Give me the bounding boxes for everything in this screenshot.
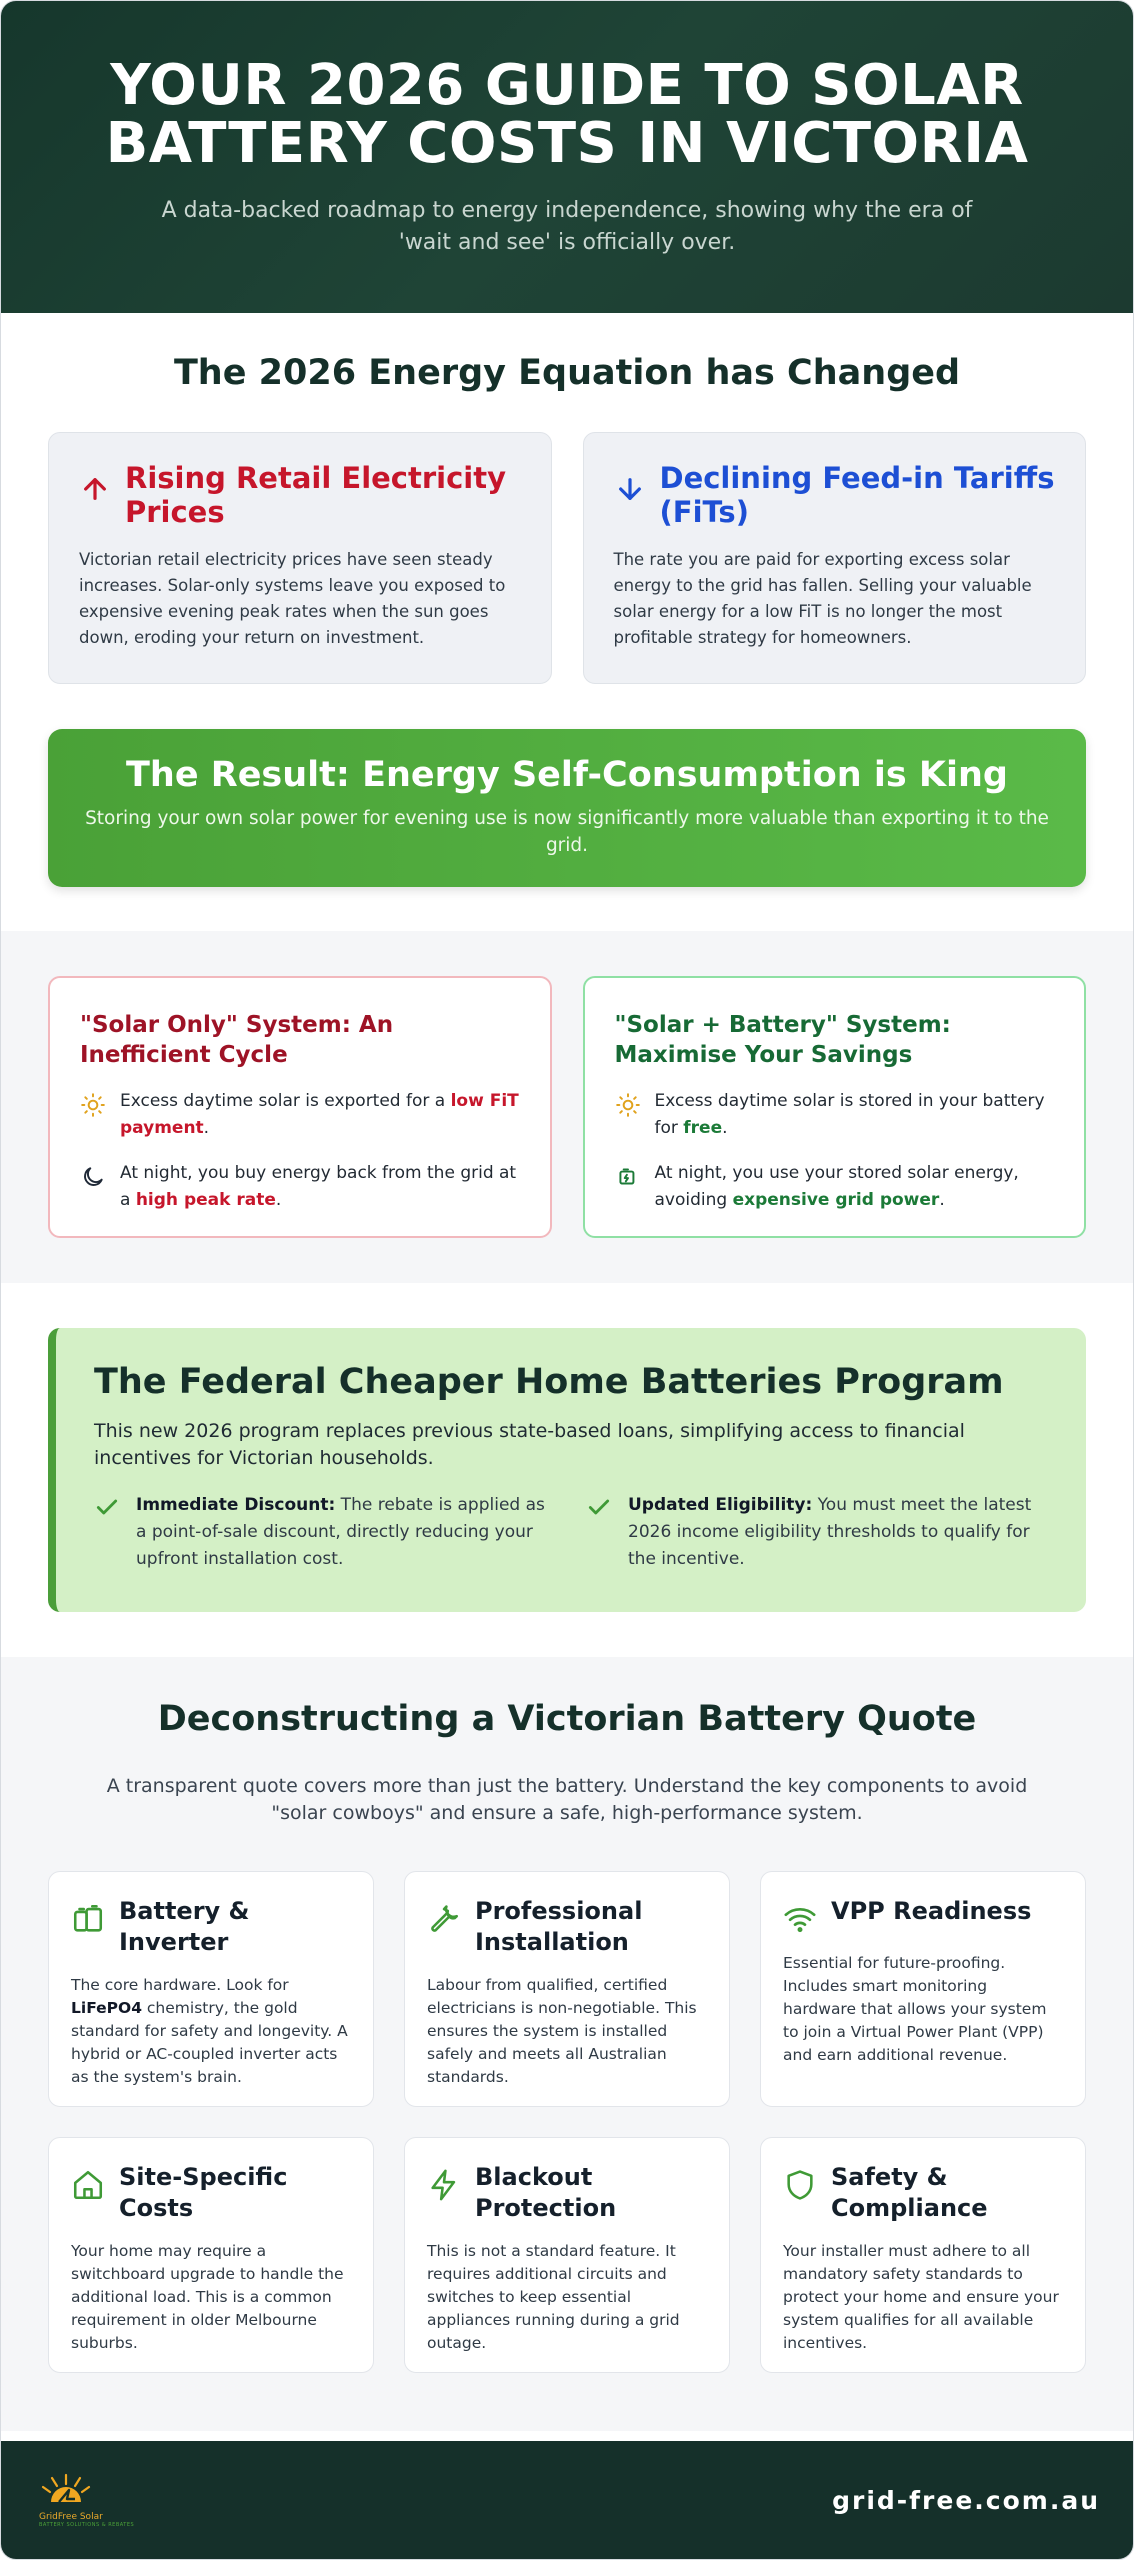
row-highlight: expensive grid power <box>732 1190 940 1210</box>
quote-card-vpp <box>760 1871 1086 2107</box>
row-suffix: . <box>722 1118 728 1138</box>
check-icon <box>586 1494 612 1520</box>
quote-card-title: Blackout Protection <box>475 2163 617 2222</box>
quote-card-title: Safety & Compliance <box>831 2163 988 2222</box>
solar-only-title: "Solar Only" System: An Inefficient Cycle <box>80 1012 394 1068</box>
check-icon <box>94 1494 120 1520</box>
federal-program-card <box>48 1328 1086 1612</box>
lightning-icon <box>427 2168 461 2202</box>
quote-card-bold: LiFePO4 <box>71 1999 142 2017</box>
row-suffix: . <box>275 1190 282 1210</box>
solar-battery-row <box>615 1088 1055 1142</box>
program-item-text: You must meet the latest 2026 income eligibility thresholds to qualify for the incentive. <box>628 1495 1032 1569</box>
page-subtitle: A data-backed roadmap to energy independence, showing why the era of 'wait and see' is officially over. <box>161 198 973 255</box>
row-text: At night, you buy energy back from the grid at a <box>120 1163 517 1210</box>
page-title: YOUR 2026 GUIDE TO SOLAR BATTERY COSTS IN VICTORIA <box>105 53 1029 176</box>
row-highlight: low FiT payment <box>120 1091 519 1138</box>
rising-prices-title: Rising Retail Electricity Prices <box>125 461 506 529</box>
declining-fits-title: Declining Feed-in Tariffs (FiTs) <box>659 461 1055 529</box>
sun-icon <box>615 1092 641 1118</box>
quote-card-blackout <box>404 2137 730 2373</box>
declining-fits-body: The rate you are paid for exporting excess solar energy to the grid has fallen. Selling your valuable solar energy for a low FiT is no longer the most profitable strategy for homeowners. <box>613 550 1032 647</box>
quote-card-site-costs <box>48 2137 374 2373</box>
quote-lead: A transparent quote covers more than just the battery. Understand the key components to avoid "solar cowboys" and ensure a safe, high-performance system. <box>106 1775 1028 1824</box>
quote-card-title: Professional Installation <box>475 1897 643 1956</box>
federal-program-section <box>1 1283 1133 1657</box>
quote-card-body: This is not a standard feature. It requires additional circuits and switches to keep essential appliances running during a grid outage. <box>427 2242 680 2352</box>
arrow-down-icon <box>614 473 646 505</box>
program-item-discount <box>94 1492 556 1573</box>
energy-equation-section <box>1 313 1133 931</box>
declining-fits-card <box>583 432 1087 684</box>
website-link[interactable]: grid-free.com.au <box>832 2485 1100 2515</box>
solar-only-row <box>80 1088 520 1142</box>
result-title: The Result: Energy Self-Consumption is King <box>126 755 1008 795</box>
program-item-label: Immediate Discount: <box>136 1495 336 1515</box>
program-item-label: Updated Eligibility: <box>628 1495 813 1515</box>
home-icon <box>71 2168 105 2202</box>
solar-only-card <box>48 976 552 1238</box>
energy-equation-title: The 2026 Energy Equation has Changed <box>173 353 961 393</box>
hero-banner <box>1 1 1133 313</box>
quote-card-battery-inverter <box>48 1871 374 2107</box>
quote-card-body: Your home may require a switchboard upgrade to handle the additional load. This is a common requirement in older Melbourne suburbs. <box>71 2242 344 2352</box>
row-text: At night, you use your stored solar energy, avoiding <box>654 1163 1019 1210</box>
quote-card-text: chemistry, the gold standard for safety and longevity. A hybrid or AC-coupled inverter acts as the system's brain. <box>71 1999 348 2086</box>
solar-battery-title: "Solar + Battery" System: Maximise Your Savings <box>614 1012 951 1068</box>
program-item-text: The rebate is applied as a point-of-sale discount, directly reducing your upfront installation cost. <box>136 1495 545 1569</box>
program-item-eligibility <box>586 1492 1048 1573</box>
program-title: The Federal Cheaper Home Batteries Program <box>94 1362 1004 1402</box>
result-banner <box>48 729 1086 887</box>
quote-card-body <box>71 1974 351 2089</box>
row-suffix: . <box>939 1190 945 1210</box>
row-text: Excess daytime solar is exported for a <box>120 1091 451 1111</box>
sun-logo-icon <box>39 2472 93 2510</box>
row-highlight: free <box>683 1118 723 1138</box>
shield-icon <box>783 2168 817 2202</box>
row-suffix: . <box>203 1118 210 1138</box>
logo-name: GridFree Solar <box>39 2512 103 2522</box>
quote-card-body: Essential for future-proofing. Includes smart monitoring hardware that allows your system to join a Virtual Power Plant (VPP) and earn additional revenue. <box>783 1954 1047 2064</box>
quote-card-body: Labour from qualified, certified electricians is non-negotiable. This ensures the system is installed safely and meets all Australian standards. <box>427 1976 697 2086</box>
solar-battery-row <box>615 1160 1055 1214</box>
battery-icon <box>615 1164 641 1190</box>
program-body: This new 2026 program replaces previous state-based loans, simplifying access to financial incentives for Victorian households. <box>94 1420 965 1469</box>
rising-prices-body: Victorian retail electricity prices have seen steady increases. Solar-only systems leave you exposed to expensive evening peak rates when the sun goes down, eroding your return on investment. <box>79 550 506 647</box>
arrow-up-icon <box>79 473 111 505</box>
wifi-icon <box>783 1902 817 1936</box>
quote-card-text: The core hardware. Look for <box>71 1976 289 1994</box>
logo-tagline: BATTERY SOLUTIONS & REBATES <box>39 2522 135 2528</box>
rising-prices-card <box>48 432 552 684</box>
result-body: Storing your own solar power for evening use is now significantly more valuable than exporting it to the grid. <box>85 808 1049 856</box>
row-highlight: high peak rate <box>135 1190 276 1210</box>
sun-icon <box>80 1092 106 1118</box>
quote-card-title: Battery & Inverter <box>119 1897 250 1956</box>
quote-card-body: Your installer must adhere to all mandatory safety standards to protect your home and ensure your system qualifies for all available incentives. <box>783 2242 1059 2352</box>
moon-icon <box>80 1164 106 1190</box>
quote-card-title: VPP Readiness <box>831 1897 1032 1925</box>
quote-title: Deconstructing a Victorian Battery Quote <box>157 1699 977 1739</box>
quote-card-title: Site-Specific Costs <box>119 2163 288 2222</box>
system-comparison-section <box>1 931 1133 1283</box>
solar-only-row <box>80 1160 520 1214</box>
quote-section <box>1 1657 1133 2431</box>
wrench-icon <box>427 1902 461 1936</box>
solar-battery-card <box>583 976 1087 1238</box>
footer <box>1 2441 1133 2559</box>
row-text: Excess daytime solar is stored in your battery for <box>654 1091 1045 1138</box>
quote-card-safety <box>760 2137 1086 2373</box>
gridfree-logo[interactable] <box>39 2472 134 2528</box>
quote-card-installation <box>404 1871 730 2107</box>
battery-inverter-icon <box>71 1902 105 1936</box>
